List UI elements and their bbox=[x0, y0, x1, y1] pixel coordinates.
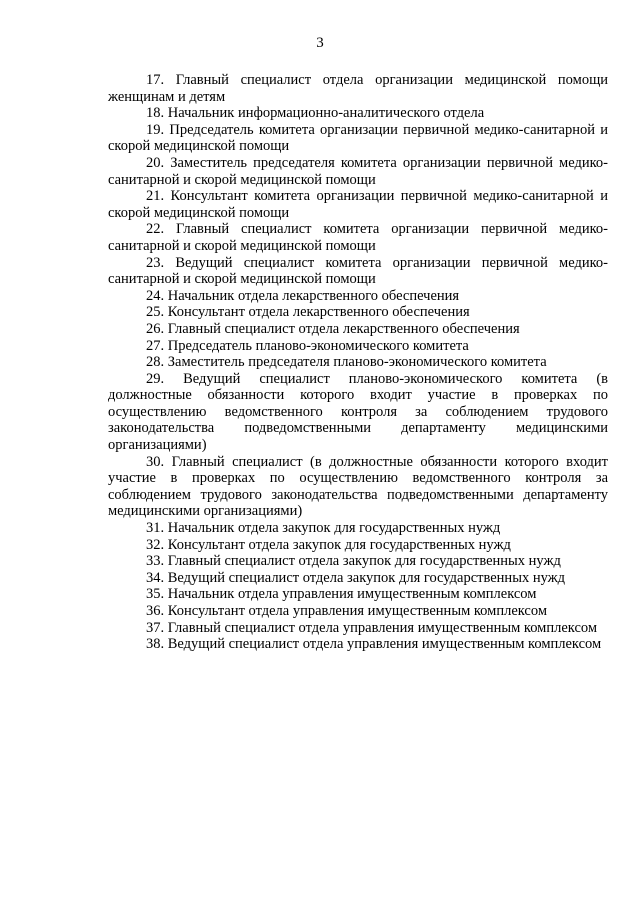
list-item: 26. Главный специалист отдела лекарственного обеспечения bbox=[146, 320, 520, 337]
list-item: 20. Заместитель председателя комитета организации первичной медико-санитарной и скорой медицинской помощи bbox=[108, 154, 608, 188]
list-item: 29. Ведущий специалист планово-экономического комитета (в должностные обязанности которого входит участие в проверках по осуществлению ведомственного контроля за соблюдением трудового законодательства подведомственными департаменту медицинскими организациями) bbox=[108, 370, 608, 454]
list-item: 28. Заместитель председателя планово-экономического комитета bbox=[146, 354, 547, 371]
list-item: 34. Ведущий специалист отдела закупок для государственных нужд bbox=[146, 569, 566, 586]
list-item: 35. Начальник отдела управления имущественным комплексом bbox=[146, 586, 537, 603]
list-item: 23. Ведущий специалист комитета организации первичной медико-санитарной и скорой медицинской помощи bbox=[108, 254, 608, 288]
list-item: 27. Председатель планово-экономического комитета bbox=[146, 337, 469, 354]
list-item: 36. Консультант отдела управления имущественным комплексом bbox=[146, 603, 548, 619]
list-item: 21. Консультант комитета организации первичной медико-санитарной и скорой медицинской помощи bbox=[108, 188, 608, 221]
list-item: 17. Главный специалист отдела организации медицинской помощи женщинам и детям bbox=[108, 72, 608, 105]
position-list bbox=[108, 72, 608, 653]
list-item: 25. Консультант отдела лекарственного обеспечения bbox=[146, 304, 470, 321]
page-number: 3 bbox=[316, 35, 324, 51]
list-item: 31. Начальник отдела закупок для государственных нужд bbox=[146, 520, 501, 537]
list-item: 22. Главный специалист комитета организации первичной медико-санитарной и скорой медицинской помощи bbox=[108, 221, 608, 254]
list-item: 18. Начальник информационно-аналитического отдела bbox=[146, 105, 485, 122]
list-item: 32. Консультант отдела закупок для государственных нужд bbox=[146, 536, 511, 553]
list-item: 38. Ведущий специалист отдела управления имущественным комплексом bbox=[146, 636, 602, 653]
list-item: 37. Главный специалист отдела управления имущественным комплексом bbox=[146, 619, 598, 636]
list-item: 30. Главный специалист (в должностные обязанности которого входит участие в проверках по осуществлению ведомственного контроля за соблюдением трудового законодательства подведомственными департаменту медицинскими организациями) bbox=[108, 453, 608, 520]
list-item: 24. Начальник отдела лекарственного обеспечения bbox=[146, 287, 460, 304]
list-item: 33. Главный специалист отдела закупок для государственных нужд bbox=[146, 553, 561, 570]
list-item: 19. Председатель комитета организации первичной медико-санитарной и скорой медицинской помощи bbox=[108, 121, 608, 155]
